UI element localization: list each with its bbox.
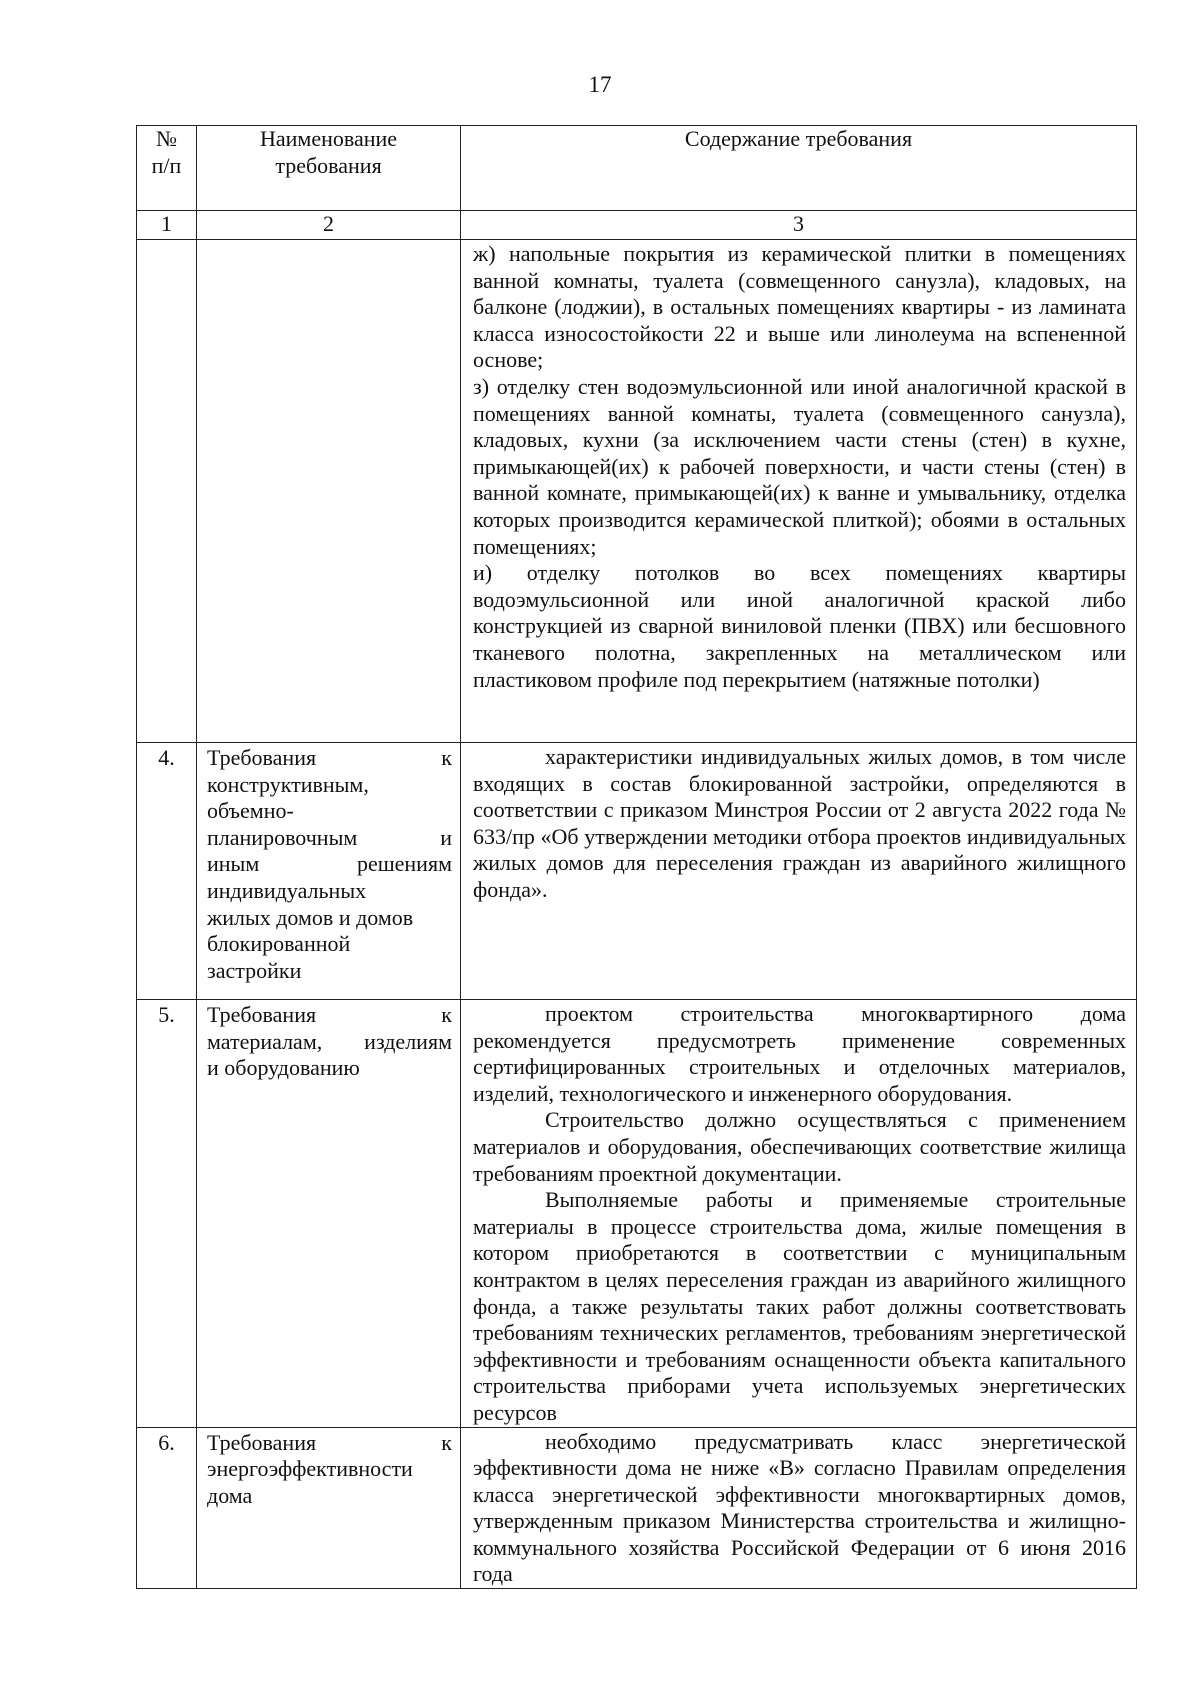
- content-paragraph: Строительство должно осуществляться с применением материалов и оборудования, обеспечивающих соответствие жилища требованиям проектной документации.: [473, 1107, 1126, 1186]
- content-paragraph: необходимо предусматривать класс энергетической эффективности дома не ниже «В» согласно Правилам определения класса энергетической эффективности многоквартирных домов, утвержденным приказом Министерства строительства и жилищно-коммунального хозяйства Российской Федерации от 6 июня 2016 года: [473, 1428, 1126, 1587]
- header-col-name-line: требования: [275, 152, 382, 178]
- row-name-line: [207, 878, 452, 905]
- row-name-line: [207, 958, 452, 985]
- table-row: [137, 1000, 1137, 1428]
- row-name-line: [207, 798, 452, 825]
- row-name-word: блокированной: [207, 931, 351, 957]
- row-number: [137, 240, 197, 743]
- row-name-line: [207, 1002, 452, 1029]
- row-name-word: жилых домов и домов: [207, 904, 414, 930]
- row-name-line: [207, 905, 452, 932]
- row-name-word: к: [441, 1002, 452, 1027]
- column-number: 3: [461, 211, 1137, 240]
- row-name-word: к: [441, 1429, 452, 1455]
- row-name-word: изделиям: [364, 1028, 452, 1054]
- row-content: [461, 743, 1137, 1000]
- table-row: [137, 743, 1137, 1000]
- content-paragraph: проектом строительства многоквартирного дома рекомендуется предусмотреть применение современных сертифицированных строительных и отделочных материалов, изделий, технологического и инженерного оборудования.: [473, 1001, 1126, 1106]
- row-name-line: [207, 1483, 452, 1510]
- row-name-word: дома: [207, 1482, 253, 1508]
- row-name: [197, 743, 461, 1000]
- content-paragraph: Выполняемые работы и применяемые строительные материалы в процессе строительства дома, жилые помещения в котором приобретаются в соответствии с муниципальным контрактом в целях переселения граждан из аварийного жилищного фонда, а также результаты таких работ должны соответствовать требованиям технических регламентов, требованиям энергетической эффективности и требованиям оснащенности объекта капитального строительства приборами учета используемых энергетических ресурсов: [473, 1187, 1126, 1425]
- row-name-line: [207, 1430, 452, 1457]
- content-paragraph: ж) напольные покрытия из керамической плитки в помещениях ванной комнаты, туалета (совмещенного санузла), кладовых, на балконе (лоджии), в остальных помещениях квартиры - из ламината класса износостойкости 22 и выше или линолеума на вспененной основе;: [473, 241, 1126, 373]
- header-col-number-line: п/п: [151, 152, 182, 178]
- row-name: [197, 1427, 461, 1589]
- row-name-word: иным: [207, 851, 260, 877]
- column-number: 2: [197, 211, 461, 240]
- row-name-lines: [207, 1430, 452, 1510]
- header-col-content: Содержание требования: [461, 126, 1137, 211]
- row-name-word: объемно-: [207, 798, 294, 824]
- row-name-line: [207, 1055, 452, 1082]
- row-name-line: [207, 825, 452, 852]
- row-name: [197, 240, 461, 743]
- row-content: [461, 1427, 1137, 1589]
- row-name-word: застройки: [207, 957, 302, 983]
- row-name-word: Требования: [207, 745, 317, 770]
- row-name-word: Требования: [207, 1429, 317, 1455]
- page-number: 17: [588, 72, 612, 97]
- table-row: [137, 1427, 1137, 1589]
- requirements-table: [136, 125, 1137, 1589]
- column-numbers-row: [137, 211, 1137, 240]
- row-name-word: и оборудованию: [207, 1055, 360, 1081]
- row-content: [461, 1000, 1137, 1428]
- row-name-word: к: [441, 745, 452, 770]
- row-name-line: [207, 745, 452, 772]
- row-name-word: планировочным: [207, 824, 358, 850]
- column-number: 1: [137, 211, 197, 240]
- row-name-word: материалам,: [207, 1028, 323, 1054]
- row-name-word: энергоэффективности: [207, 1456, 413, 1482]
- row-number: 5.: [137, 1000, 197, 1428]
- row-content: [461, 240, 1137, 743]
- header-col-name: [197, 126, 461, 211]
- row-name-line: [207, 851, 452, 878]
- header-col-number: [137, 126, 197, 211]
- row-name-word: и: [440, 824, 452, 850]
- content-paragraph: и) отделку потолков во всех помещениях квартиры водоэмульсионной или иной аналогичной краской либо конструкцией из сварной виниловой пленки (ПВХ) или бесшовного тканевого полотна, закрепленных на металлическом или пластиковом профиле под перекрытием (натяжные потолки): [473, 560, 1126, 692]
- table-row-continuation: [137, 240, 1137, 743]
- row-name-lines: [207, 1002, 452, 1082]
- row-name-line: [207, 1456, 452, 1483]
- table-header-row: [137, 126, 1137, 211]
- content-paragraph: характеристики индивидуальных жилых домов, в том числе входящих в состав блокированной застройки, определяются в соответствии с приказом Минстроя России от 2 августа 2022 года № 633/пр «Об утверждении методики отбора проектов индивидуальных жилых домов для переселения граждан из аварийного жилищного фонда».: [473, 744, 1126, 902]
- content-paragraph: з) отделку стен водоэмульсионной или иной аналогичной краской в помещениях ванной комнаты, туалета (совмещенного санузла), кладовых, кухни (за исключением части стены (стен) в кухне, примыкающей(их) к рабочей поверхности, и части стены (стен) в ванной комнате, примыкающей(их) к ванне и умывальнику, отделка которых производится керамической плиткой); обоями в остальных помещениях;: [473, 373, 1126, 559]
- row-number: 6.: [137, 1427, 197, 1589]
- row-name: [197, 1000, 461, 1428]
- header-col-name-line: Наименование: [259, 126, 398, 151]
- row-name-word: конструктивным,: [207, 771, 369, 797]
- row-name-lines: [207, 745, 452, 984]
- row-name-line: [207, 1029, 452, 1056]
- row-number: 4.: [137, 743, 197, 1000]
- header-col-number-line: №: [156, 126, 177, 151]
- row-name-word: решениям: [356, 851, 452, 877]
- row-name-line: [207, 772, 452, 799]
- row-name-word: Требования: [207, 1002, 317, 1027]
- row-name-word: индивидуальных: [207, 877, 367, 903]
- row-name-line: [207, 931, 452, 958]
